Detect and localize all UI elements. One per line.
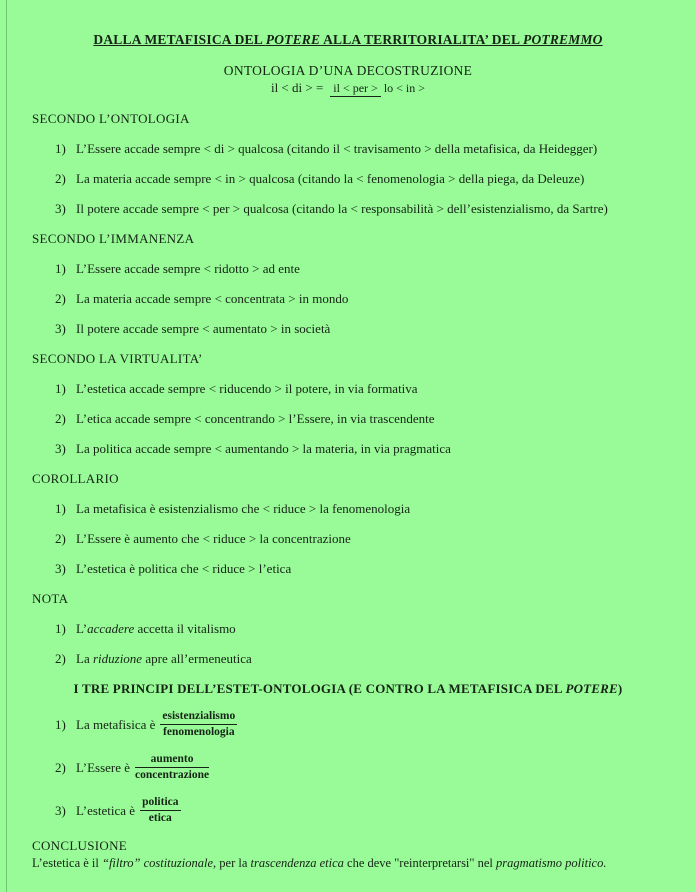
item-text-run: L’estetica è politica che < riduce > l’etica <box>76 561 292 576</box>
deconstruction-formula <box>0 80 696 96</box>
item-text-run: accetta il vitalismo <box>134 621 236 636</box>
principle-lhs: L’estetica è <box>76 802 136 818</box>
list-item <box>55 172 696 186</box>
list-item <box>55 412 696 426</box>
item-text <box>76 202 696 216</box>
item-text-run: La politica accade sempre < aumentando > la materia, in via pragmatica <box>76 441 451 456</box>
item-text-run: Il potere accade sempre < per > qualcosa (citando la < responsabilità > dell’esistenzialismo, da Sartre) <box>76 201 608 216</box>
item-text-run: apre all’ermeneutica <box>142 651 252 666</box>
item-text-run: L’etica accade sempre < concentrando > l’Essere, in via trascendente <box>76 411 435 426</box>
document-title-run: POTERE <box>265 32 321 47</box>
list-item <box>55 652 696 666</box>
list-item <box>55 292 696 306</box>
document-title-run: DALLA METAFISICA DEL <box>93 32 266 47</box>
document-title-run: ALLA TERRITORIALITA’ DEL <box>320 32 523 47</box>
item-number: 2) <box>55 171 66 186</box>
principle-item <box>55 710 696 739</box>
list-item <box>55 442 696 456</box>
item-text <box>76 562 696 576</box>
list-item <box>55 382 696 396</box>
section-heading: SECONDO L’IMMANENZA <box>32 231 195 246</box>
item-number: 1) <box>55 621 66 636</box>
principle-item <box>55 753 696 782</box>
conclusion-heading: CONCLUSIONE <box>32 838 128 853</box>
item-text-run: L’Essere è aumento che < riduce > la concentrazione <box>76 531 351 546</box>
item-number: 3) <box>55 441 66 456</box>
item-text-run: L’ <box>76 621 88 636</box>
item-number: 2) <box>55 651 66 666</box>
item-text <box>76 532 696 546</box>
item-text-run: accadere <box>87 621 135 636</box>
item-number: 1) <box>55 141 66 156</box>
section-heading: COROLLARIO <box>32 471 119 486</box>
conclusion-text <box>32 855 664 871</box>
section-heading: SECONDO LA VIRTUALITA’ <box>32 351 203 366</box>
principle-lhs: L’Essere è <box>76 759 131 775</box>
item-text <box>76 502 696 516</box>
list-item <box>55 262 696 276</box>
item-text-run: L’estetica accade sempre < riducendo > il potere, in via formativa <box>76 381 418 396</box>
conclusion-text-run: pragmatismo politico. <box>496 856 607 870</box>
item-number: 1) <box>55 501 66 516</box>
principles-heading-run: I TRE PRINCIPI DELL’ESTET-ONTOLOGIA (E CONTRO LA METAFISICA DEL <box>73 681 566 696</box>
item-number: 2) <box>55 291 66 306</box>
conclusion-text-run: “filtro” costituzionale <box>102 856 214 870</box>
formula-numerator: il < per > <box>330 81 381 97</box>
item-text <box>76 142 696 156</box>
principle-item <box>55 796 696 825</box>
principles-heading <box>0 682 696 696</box>
fraction-denominator: fenomenologia <box>163 726 235 738</box>
item-text <box>76 262 696 276</box>
formula-lhs: il < di > = <box>270 80 324 95</box>
item-number: 3) <box>55 561 66 576</box>
conclusion-text-run: L’estetica è il <box>32 856 102 870</box>
item-text <box>76 412 696 426</box>
section-heading: SECONDO L’ONTOLOGIA <box>32 111 190 126</box>
list-item <box>55 202 696 216</box>
fraction-denominator: concentrazione <box>135 769 210 781</box>
item-text-run: La materia accade sempre < concentrata > in mondo <box>76 291 349 306</box>
principle-fraction <box>140 796 180 825</box>
document-title-run: POTREMMO <box>523 32 603 47</box>
item-text <box>76 652 696 666</box>
item-number: 2) <box>55 531 66 546</box>
conclusion-text-run: che deve "reinterpretarsi" nel <box>343 856 497 870</box>
conclusion-text-run: trascendenza etica <box>250 856 344 870</box>
section-heading: NOTA <box>32 591 69 606</box>
item-text-run: L’Essere accade sempre < di > qualcosa (citando il < travisamento > della metafisica, da Heidegger) <box>76 141 598 156</box>
item-number: 1) <box>55 261 66 276</box>
item-text-run: Il potere accade sempre < aumentato > in società <box>76 321 331 336</box>
item-text <box>76 382 696 396</box>
list-item <box>55 502 696 516</box>
item-text <box>76 172 696 186</box>
item-text <box>76 442 696 456</box>
page-edge-line <box>6 0 7 892</box>
principle-lhs: La metafisica è <box>76 716 156 732</box>
fraction-numerator: politica <box>140 796 180 811</box>
item-number: 2) <box>55 411 66 426</box>
item-text-run: L’Essere accade sempre < ridotto > ad ente <box>76 261 300 276</box>
list-item <box>55 322 696 336</box>
item-number: 1) <box>55 381 66 396</box>
document-title <box>0 31 696 48</box>
principle-fraction <box>160 710 237 739</box>
principle-fraction <box>135 753 209 782</box>
subtitle: ONTOLOGIA D’UNA DECOSTRUZIONE <box>223 63 473 78</box>
item-number: 1) <box>55 716 66 732</box>
item-number: 2) <box>55 759 66 775</box>
item-text <box>76 322 696 336</box>
formula-fraction <box>330 82 425 95</box>
item-text-run: riduzione <box>92 651 143 666</box>
list-item <box>55 622 696 636</box>
fraction-numerator: esistenzialismo <box>160 710 237 725</box>
list-item <box>55 142 696 156</box>
item-text-run: La materia accade sempre < in > qualcosa (citando la < fenomenologia > della piega, da Deleuze) <box>76 171 585 186</box>
list-item <box>55 562 696 576</box>
item-number: 3) <box>55 802 66 818</box>
fraction-denominator: etica <box>148 812 172 824</box>
principles-heading-run: POTERE <box>565 681 618 696</box>
item-text <box>76 292 696 306</box>
list-item <box>55 532 696 546</box>
item-text <box>76 622 696 636</box>
item-text-run: La metafisica è esistenzialismo che < riduce > la fenomenologia <box>76 501 411 516</box>
item-number: 3) <box>55 201 66 216</box>
fraction-numerator: aumento <box>135 753 209 768</box>
formula-denominator: lo < in > <box>383 80 426 95</box>
item-text-run: La <box>76 651 93 666</box>
sections-container <box>0 112 696 666</box>
item-number: 3) <box>55 321 66 336</box>
principles-items-container <box>0 710 696 825</box>
conclusion-text-run: , per la <box>213 856 251 870</box>
principles-heading-run: ) <box>617 681 623 696</box>
